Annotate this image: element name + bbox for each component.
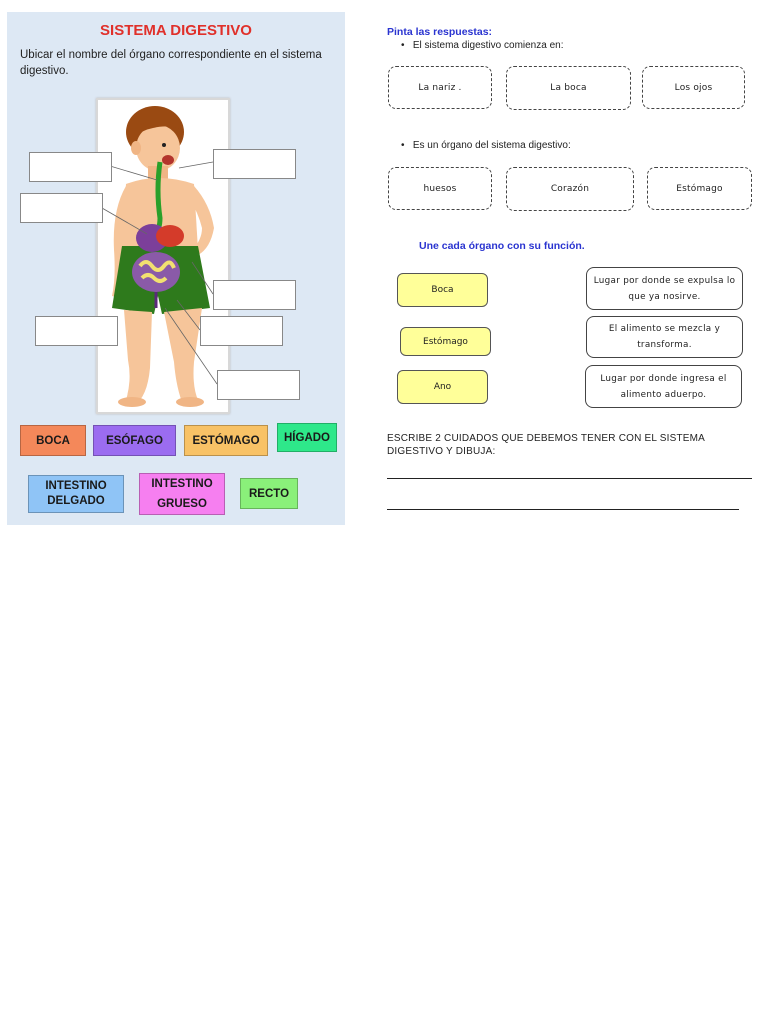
- bullet-icon: •: [401, 140, 405, 151]
- word-tile-intestino-delgado[interactable]: INTESTINO DELGADO: [28, 475, 124, 513]
- page-title: SISTEMA DIGESTIVO: [100, 22, 252, 39]
- writing-prompt: ESCRIBE 2 CUIDADOS QUE DEBEMOS TENER CON EL SISTEMA DIGESTIVO Y DIBUJA:: [387, 433, 705, 457]
- section-title-match: Une cada órgano con su función.: [419, 240, 585, 252]
- function-mezcla[interactable]: El alimento se mezcla y transforma.: [586, 316, 743, 358]
- q2-option-corazon[interactable]: Corazón: [506, 167, 634, 211]
- section-title-paint: Pinta las respuestas:: [387, 26, 493, 38]
- label-blank-3[interactable]: [213, 149, 296, 179]
- q1-option-ojos[interactable]: Los ojos: [642, 66, 745, 109]
- word-tile-higado[interactable]: HÍGADO: [277, 423, 337, 452]
- q2-option-estomago[interactable]: Estómago: [647, 167, 752, 210]
- q1-option-nariz[interactable]: La nariz .: [388, 66, 492, 109]
- answer-line-2[interactable]: [387, 509, 739, 510]
- instruction-text: Ubicar el nombre del órgano correspondiente en el sistema digestivo.: [20, 49, 322, 77]
- label-blank-6[interactable]: [200, 316, 283, 346]
- word-tile-intestino-grueso[interactable]: INTESTINO GRUESO: [139, 473, 225, 515]
- word-tile-recto[interactable]: RECTO: [240, 478, 298, 509]
- q2-option-huesos[interactable]: huesos: [388, 167, 492, 210]
- label-blank-2[interactable]: [20, 193, 103, 223]
- function-expulsa[interactable]: Lugar por donde se expulsa lo que ya nosirve.: [586, 267, 743, 310]
- organ-ano[interactable]: Ano: [397, 370, 488, 404]
- question-1: [401, 40, 563, 51]
- label-blank-1[interactable]: [29, 152, 112, 182]
- label-blank-5[interactable]: [35, 316, 118, 346]
- word-tile-boca[interactable]: BOCA: [20, 425, 86, 456]
- question-2-text: Es un órgano del sistema digestivo:: [412, 140, 571, 151]
- question-1-text: El sistema digestivo comienza en:: [412, 40, 564, 51]
- word-tile-estomago[interactable]: ESTÓMAGO: [184, 425, 268, 456]
- question-2: [401, 140, 571, 151]
- bullet-icon: •: [401, 40, 405, 51]
- worksheet-left-panel: [7, 12, 345, 525]
- function-ingresa[interactable]: Lugar por donde ingresa el alimento aduerpo.: [585, 365, 742, 408]
- answer-line-1[interactable]: [387, 478, 752, 479]
- organ-estomago[interactable]: Estómago: [400, 327, 491, 356]
- label-blank-7[interactable]: [217, 370, 300, 400]
- label-blank-4[interactable]: [213, 280, 296, 310]
- organ-boca[interactable]: Boca: [397, 273, 488, 307]
- q1-option-boca[interactable]: La boca: [506, 66, 631, 110]
- word-tile-esofago[interactable]: ESÓFAGO: [93, 425, 176, 456]
